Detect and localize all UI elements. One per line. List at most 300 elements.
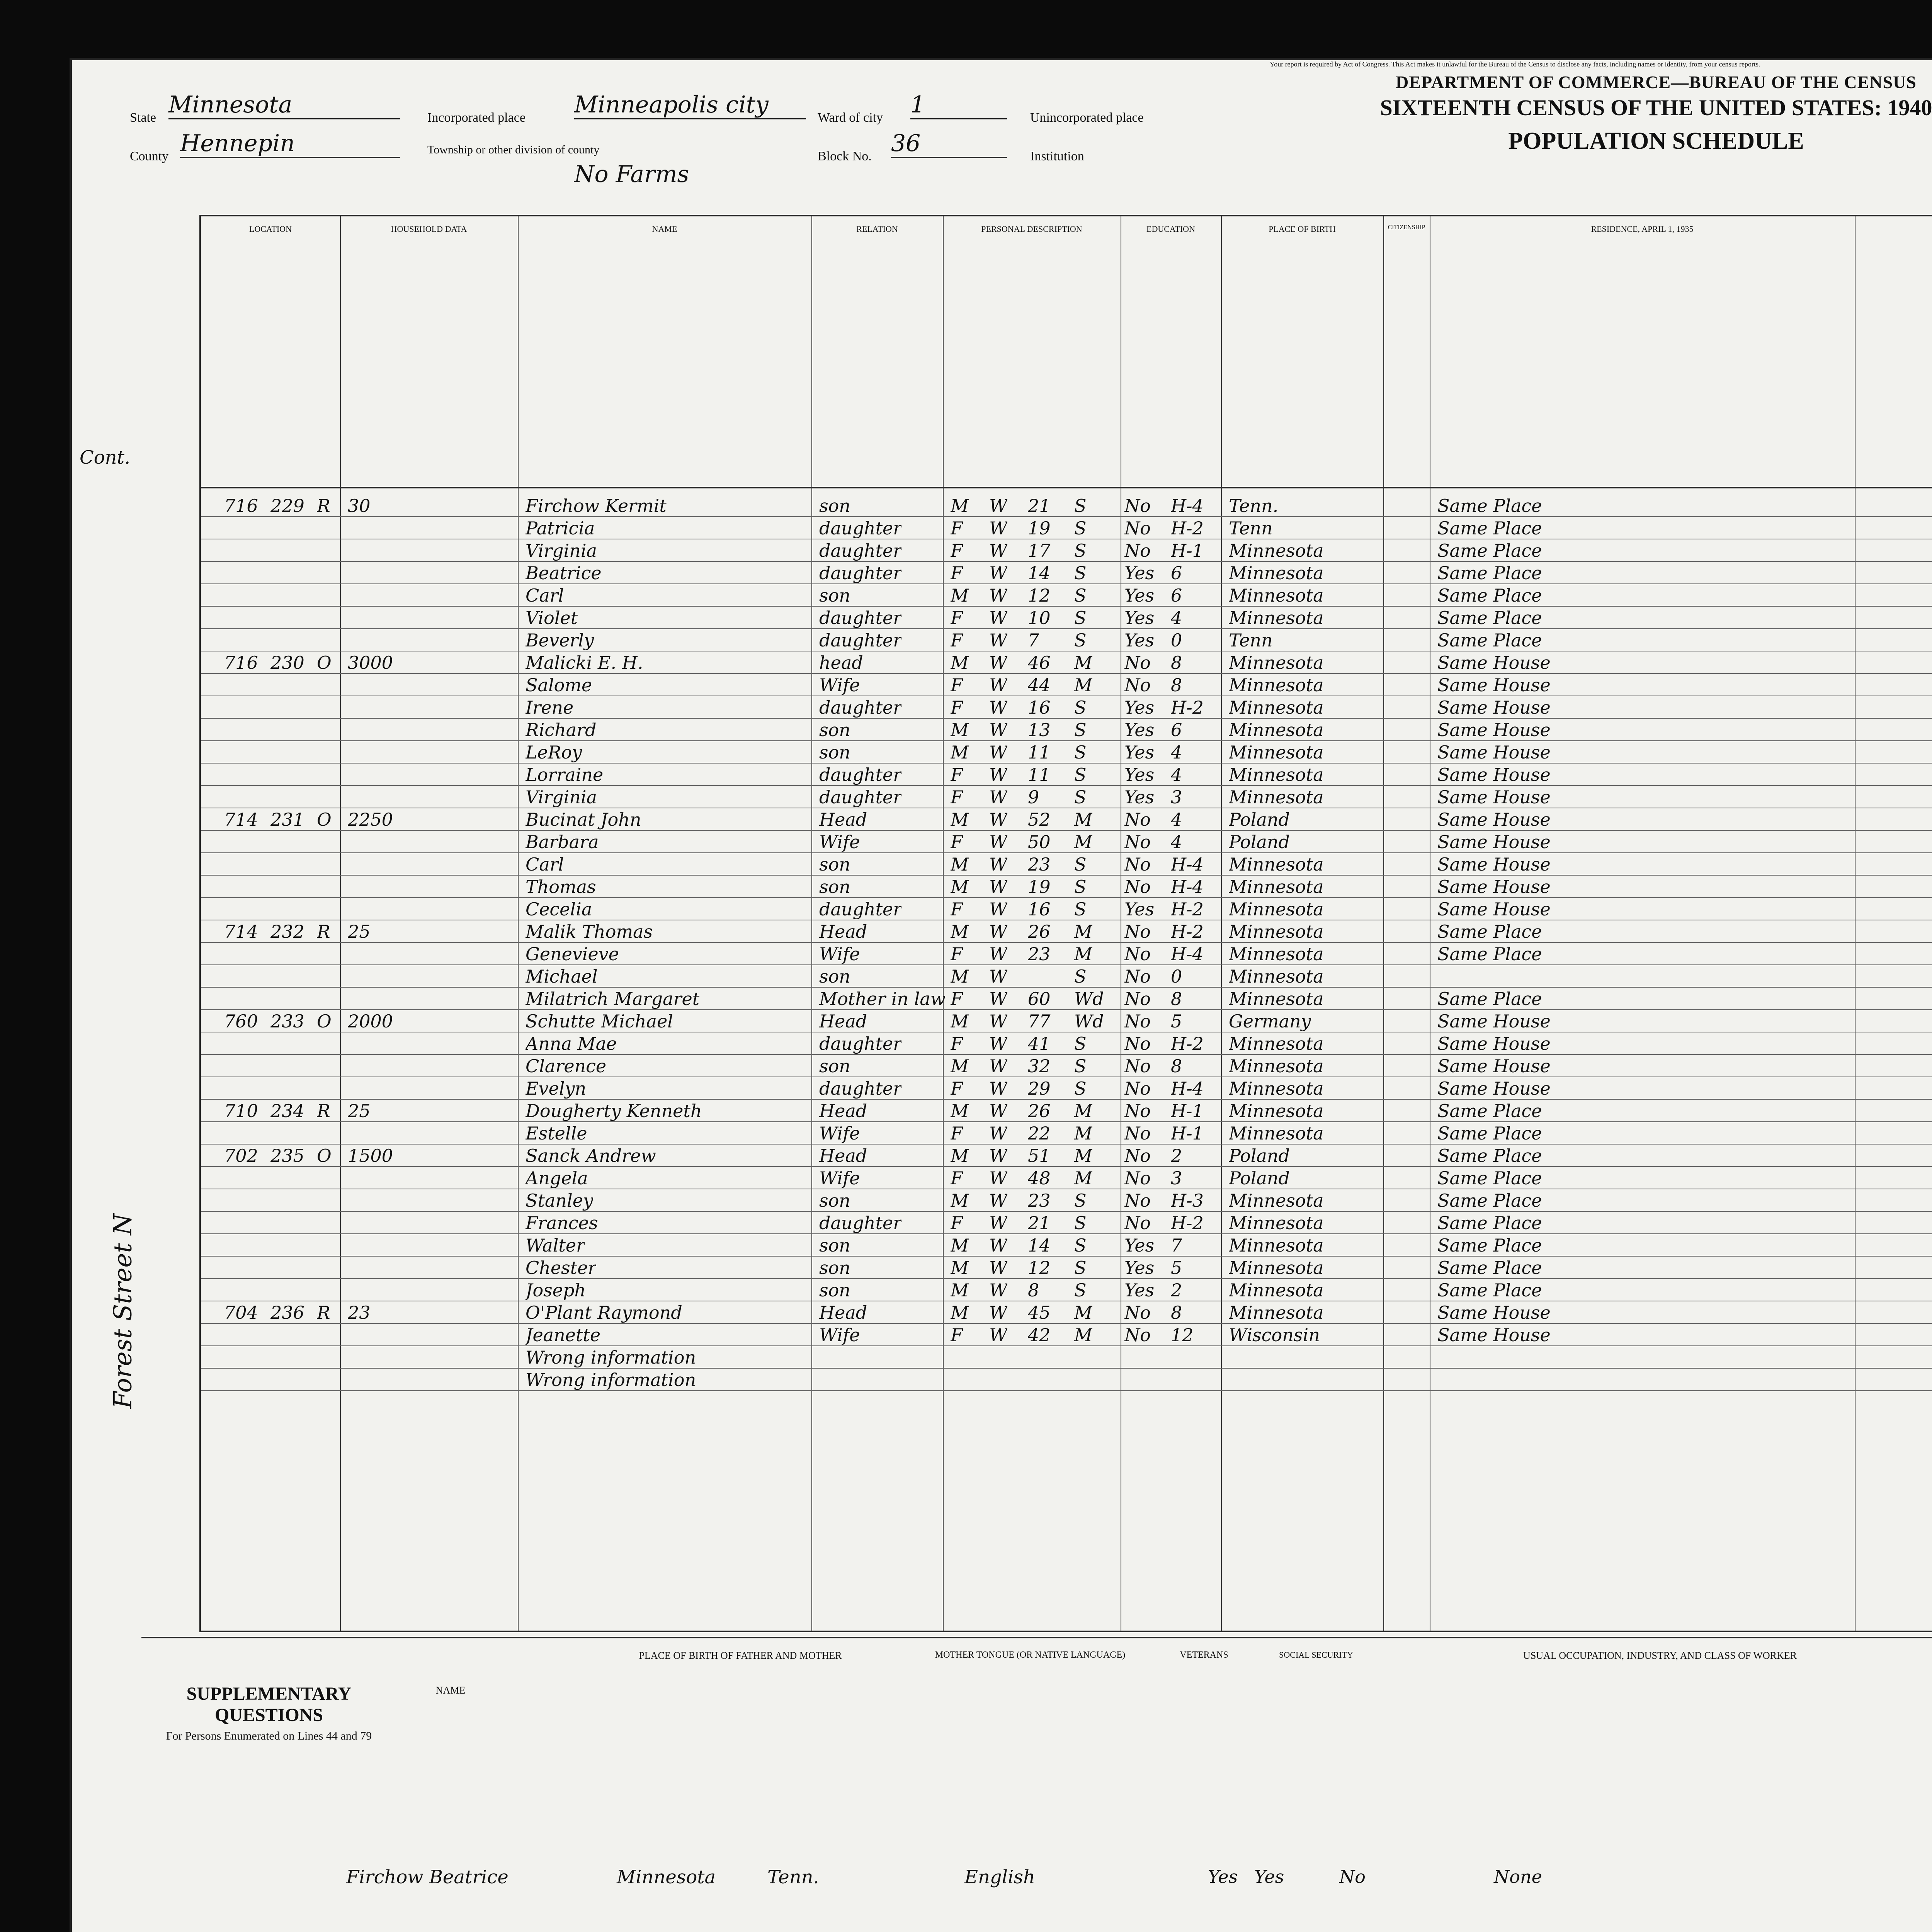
cell-relation: Wife xyxy=(819,675,860,696)
cell-person-name: Jeanette xyxy=(526,1325,601,1345)
cell-marital-status: S xyxy=(1074,1056,1087,1077)
cell-relation: daughter xyxy=(819,899,902,920)
cell-school-attendance: No xyxy=(1124,1100,1151,1121)
cell-race: W xyxy=(989,563,1008,583)
col-citizenship: CITIZENSHIP xyxy=(1388,224,1425,231)
cell-person-name: Richard xyxy=(526,719,597,740)
supp-mother-birthplace: Tenn. xyxy=(767,1866,819,1888)
table-row xyxy=(201,1279,1932,1301)
table-row xyxy=(201,1077,1932,1100)
supp-social-security-2: No xyxy=(1339,1866,1366,1887)
cell-birthplace: Minnesota xyxy=(1229,697,1324,718)
form-title-block xyxy=(1289,72,1932,155)
cell-marital-status: M xyxy=(1074,809,1093,830)
cell-sex: F xyxy=(951,764,963,785)
cell-school-attendance: Yes xyxy=(1124,742,1155,763)
cell-age: 9 xyxy=(1028,787,1039,808)
cell-race: W xyxy=(989,697,1008,718)
cell-residence-1935: Same Place xyxy=(1437,1168,1542,1189)
cell-birthplace: Minnesota xyxy=(1229,563,1324,583)
cell-residence-1935: Same House xyxy=(1437,652,1551,673)
supp-mother-tongue: English xyxy=(964,1866,1035,1888)
cell-house-number: 760 xyxy=(224,1011,258,1032)
cell-house-number: 716 xyxy=(224,495,258,516)
cell-birthplace: Minnesota xyxy=(1229,652,1324,673)
cell-birthplace: Minnesota xyxy=(1229,719,1324,740)
cell-birthplace: Minnesota xyxy=(1229,1056,1324,1077)
supp-head-ss: SOCIAL SECURITY xyxy=(1279,1650,1353,1660)
cell-relation: daughter xyxy=(819,787,902,808)
table-row xyxy=(201,988,1932,1010)
cell-age: 23 xyxy=(1028,1190,1051,1211)
cell-race: W xyxy=(989,1033,1008,1054)
cell-race: W xyxy=(989,988,1008,1009)
table-row xyxy=(201,607,1932,629)
cell-residence-1935: Same House xyxy=(1437,697,1551,718)
cell-school-attendance: Yes xyxy=(1124,585,1155,606)
cell-race: W xyxy=(989,921,1008,942)
cell-household-number: 231 xyxy=(270,809,304,830)
cell-grade-completed: H-4 xyxy=(1171,495,1204,516)
cell-home-value: 23 xyxy=(348,1302,371,1323)
cell-school-attendance: Yes xyxy=(1124,1257,1155,1278)
cell-school-attendance: Yes xyxy=(1124,630,1155,651)
cell-residence-1935: Same Place xyxy=(1437,1257,1542,1278)
cell-grade-completed: 4 xyxy=(1171,764,1182,785)
cell-school-attendance: No xyxy=(1124,966,1151,987)
cell-marital-status: S xyxy=(1074,585,1087,606)
cell-birthplace: Minnesota xyxy=(1229,1213,1324,1233)
cell-age: 11 xyxy=(1028,764,1051,785)
row-divider xyxy=(201,1390,1932,1391)
cell-relation: daughter xyxy=(819,630,902,651)
cell-age: 32 xyxy=(1028,1056,1051,1077)
cell-household-number: 232 xyxy=(270,921,304,942)
cell-age: 14 xyxy=(1028,1235,1051,1256)
cell-age: 52 xyxy=(1028,809,1051,830)
cell-race: W xyxy=(989,1257,1008,1278)
cell-household-number: 230 xyxy=(270,652,304,673)
cell-birthplace: Minnesota xyxy=(1229,876,1324,897)
incorporated-value: Minneapolis city xyxy=(574,91,806,119)
cell-birthplace: Poland xyxy=(1229,1145,1290,1166)
table-row xyxy=(201,1212,1932,1234)
cell-sex: M xyxy=(951,1100,969,1121)
cell-relation: daughter xyxy=(819,697,902,718)
cell-age: 19 xyxy=(1028,876,1051,897)
cell-grade-completed: 3 xyxy=(1171,787,1182,808)
cell-marital-status: S xyxy=(1074,1280,1087,1301)
cell-school-attendance: Yes xyxy=(1124,563,1155,583)
cell-sex: M xyxy=(951,495,969,516)
cell-race: W xyxy=(989,1168,1008,1189)
supp-name: Firchow Beatrice xyxy=(346,1866,509,1888)
cell-age: 13 xyxy=(1028,719,1051,740)
cell-person-name: Thomas xyxy=(526,876,596,897)
cell-school-attendance: No xyxy=(1124,1145,1151,1166)
cell-residence-1935: Same House xyxy=(1437,787,1551,808)
col-location: LOCATION xyxy=(249,224,292,234)
cell-relation: son xyxy=(819,854,850,875)
cell-marital-status: S xyxy=(1074,876,1087,897)
cell-race: W xyxy=(989,1011,1008,1032)
cell-person-name: Angela xyxy=(526,1168,588,1189)
cell-owned-rented: R xyxy=(317,921,330,942)
cell-marital-status: S xyxy=(1074,899,1087,920)
cell-marital-status: S xyxy=(1074,495,1087,516)
cell-person-name: Firchow Kermit xyxy=(526,495,667,516)
cell-marital-status: S xyxy=(1074,719,1087,740)
unincorporated-label: Unincorporated place xyxy=(1030,111,1144,125)
cell-age: 21 xyxy=(1028,495,1051,516)
cell-grade-completed: H-2 xyxy=(1171,518,1204,539)
cell-race: W xyxy=(989,585,1008,606)
cell-race: W xyxy=(989,1235,1008,1256)
cell-birthplace: Poland xyxy=(1229,809,1290,830)
cell-birthplace: Minnesota xyxy=(1229,1123,1324,1144)
cell-school-attendance: Yes xyxy=(1124,607,1155,628)
cell-residence-1935: Same Place xyxy=(1437,585,1542,606)
cell-relation: son xyxy=(819,1056,850,1077)
cell-grade-completed: 4 xyxy=(1171,832,1182,852)
cell-residence-1935: Same Place xyxy=(1437,1280,1542,1301)
cell-relation: son xyxy=(819,966,850,987)
cell-relation: Head xyxy=(819,1011,867,1032)
table-row xyxy=(201,898,1932,920)
cell-age: 45 xyxy=(1028,1302,1051,1323)
county-value: Hennepin xyxy=(180,130,400,158)
table-row xyxy=(201,562,1932,584)
table-row xyxy=(201,1346,1932,1369)
table-row xyxy=(201,584,1932,607)
state-label: State xyxy=(130,111,156,125)
supplementary-subtitle: For Persons Enumerated on Lines 44 and 79 xyxy=(166,1730,372,1742)
cell-birthplace: Minnesota xyxy=(1229,742,1324,763)
cell-household-number: 229 xyxy=(270,495,304,516)
col-household: HOUSEHOLD DATA xyxy=(391,224,467,234)
cell-race: W xyxy=(989,607,1008,628)
cell-grade-completed: H-2 xyxy=(1171,921,1204,942)
cell-grade-completed: 5 xyxy=(1171,1011,1182,1032)
cell-grade-completed: 4 xyxy=(1171,742,1182,763)
cell-age: 26 xyxy=(1028,921,1051,942)
cell-relation: Head xyxy=(819,1145,867,1166)
cell-school-attendance: No xyxy=(1124,1123,1151,1144)
cell-owned-rented: O xyxy=(317,1145,332,1166)
incorporated-label: Incorporated place xyxy=(427,111,526,125)
cell-school-attendance: No xyxy=(1124,1078,1151,1099)
cell-person-name: O'Plant Raymond xyxy=(526,1302,682,1323)
cell-relation: son xyxy=(819,742,850,763)
cell-race: W xyxy=(989,630,1008,651)
cell-person-name: Clarence xyxy=(526,1056,607,1077)
cell-marital-status: S xyxy=(1074,1078,1087,1099)
cell-grade-completed: 12 xyxy=(1171,1325,1194,1345)
cell-birthplace: Minnesota xyxy=(1229,675,1324,696)
cell-sex: F xyxy=(951,675,963,696)
cell-grade-completed: 8 xyxy=(1171,1302,1182,1323)
cell-age: 23 xyxy=(1028,944,1051,964)
cell-birthplace: Minnesota xyxy=(1229,944,1324,964)
cell-residence-1935: Same House xyxy=(1437,742,1551,763)
supplementary-title: SUPPLEMENTARY QUESTIONS xyxy=(186,1684,352,1725)
cell-grade-completed: 5 xyxy=(1171,1257,1182,1278)
table-row xyxy=(201,943,1932,965)
supp-head-tongue: MOTHER TONGUE (OR NATIVE LANGUAGE) xyxy=(935,1650,1126,1660)
cell-sex: F xyxy=(951,1325,963,1345)
cell-residence-1935: Same Place xyxy=(1437,944,1542,964)
cell-age: 11 xyxy=(1028,742,1051,763)
cell-age: 60 xyxy=(1028,988,1051,1009)
cell-relation: Head xyxy=(819,921,867,942)
cell-sex: M xyxy=(951,1257,969,1278)
cell-residence-1935: Same Place xyxy=(1437,518,1542,539)
col-residence: RESIDENCE, APRIL 1, 1935 xyxy=(1591,224,1694,234)
supp-head-veterans: VETERANS xyxy=(1180,1650,1228,1660)
cell-relation: son xyxy=(819,876,850,897)
table-row xyxy=(201,1189,1932,1212)
cell-marital-status: S xyxy=(1074,742,1087,763)
cell-grade-completed: H-1 xyxy=(1171,1123,1204,1144)
cell-residence-1935: Same House xyxy=(1437,876,1551,897)
col-employment xyxy=(1855,224,1932,234)
cell-marital-status: M xyxy=(1074,1100,1093,1121)
cell-sex: F xyxy=(951,1213,963,1233)
col-birthplace: PLACE OF BIRTH xyxy=(1269,224,1336,234)
cell-person-name: Cecelia xyxy=(526,899,592,920)
cell-age: 22 xyxy=(1028,1123,1051,1144)
cell-race: W xyxy=(989,495,1008,516)
cell-grade-completed: 3 xyxy=(1171,1168,1182,1189)
cell-race: W xyxy=(989,1100,1008,1121)
cell-sex: M xyxy=(951,854,969,875)
cell-relation: daughter xyxy=(819,607,902,628)
cell-person-name: Evelyn xyxy=(526,1078,587,1099)
table-row xyxy=(201,965,1932,988)
cell-grade-completed: 4 xyxy=(1171,809,1182,830)
cell-relation: daughter xyxy=(819,1033,902,1054)
cell-marital-status: M xyxy=(1074,832,1093,852)
cell-marital-status: S xyxy=(1074,540,1087,561)
supp-social-security: Yes xyxy=(1254,1866,1284,1887)
cell-race: W xyxy=(989,764,1008,785)
cell-person-name: Bucinat John xyxy=(526,809,641,830)
cell-birthplace: Minnesota xyxy=(1229,607,1324,628)
cell-marital-status: S xyxy=(1074,518,1087,539)
cell-race: W xyxy=(989,854,1008,875)
ward-value: 1 xyxy=(910,91,1007,119)
table-row xyxy=(201,808,1932,831)
cell-person-name: Malicki E. H. xyxy=(526,652,643,673)
cell-school-attendance: No xyxy=(1124,518,1151,539)
cell-grade-completed: 0 xyxy=(1171,966,1182,987)
cell-birthplace: Minnesota xyxy=(1229,899,1324,920)
cell-grade-completed: 8 xyxy=(1171,652,1182,673)
cell-household-number: 233 xyxy=(270,1011,304,1032)
cell-marital-status: M xyxy=(1074,921,1093,942)
cell-person-name: Virginia xyxy=(526,540,597,561)
cell-age: 77 xyxy=(1028,1011,1051,1032)
cell-school-attendance: Yes xyxy=(1124,697,1155,718)
cell-person-name: Violet xyxy=(526,607,578,628)
cell-birthplace: Minnesota xyxy=(1229,787,1324,808)
cell-race: W xyxy=(989,1123,1008,1144)
cell-sex: F xyxy=(951,607,963,628)
cell-school-attendance: No xyxy=(1124,1011,1151,1032)
cell-relation: son xyxy=(819,1235,850,1256)
cell-sex: F xyxy=(951,988,963,1009)
col-relation: RELATION xyxy=(856,224,898,234)
cell-marital-status: M xyxy=(1074,1123,1093,1144)
cell-age: 48 xyxy=(1028,1168,1051,1189)
cell-race: W xyxy=(989,809,1008,830)
cell-relation: Wife xyxy=(819,944,860,964)
cell-person-name: Dougherty Kenneth xyxy=(526,1100,702,1121)
table-row xyxy=(201,876,1932,898)
cell-age: 29 xyxy=(1028,1078,1051,1099)
cell-age: 23 xyxy=(1028,854,1051,875)
table-row xyxy=(201,1145,1932,1167)
cell-marital-status: S xyxy=(1074,1190,1087,1211)
cell-relation: Wife xyxy=(819,832,860,852)
cell-age: 51 xyxy=(1028,1145,1051,1166)
cell-owned-rented: O xyxy=(317,809,332,830)
cell-school-attendance: Yes xyxy=(1124,1235,1155,1256)
cell-school-attendance: No xyxy=(1124,876,1151,897)
table-row xyxy=(201,629,1932,651)
cell-race: W xyxy=(989,966,1008,987)
township-value: No Farms xyxy=(574,161,689,188)
cell-home-value: 25 xyxy=(348,1100,371,1121)
table-row xyxy=(201,696,1932,719)
table-row xyxy=(201,741,1932,764)
cell-sex: M xyxy=(951,921,969,942)
cell-person-name: Joseph xyxy=(526,1280,586,1301)
cell-residence-1935: Same House xyxy=(1437,1033,1551,1054)
cell-marital-status: S xyxy=(1074,563,1087,583)
cell-residence-1935: Same Place xyxy=(1437,1190,1542,1211)
township-label: Township or other division of county xyxy=(427,143,600,156)
supp-veteran: Yes xyxy=(1208,1866,1238,1887)
cell-residence-1935: Same House xyxy=(1437,854,1551,875)
cell-age: 7 xyxy=(1028,630,1039,651)
cell-relation: son xyxy=(819,719,850,740)
cell-race: W xyxy=(989,832,1008,852)
supp-head-parents: PLACE OF BIRTH OF FATHER AND MOTHER xyxy=(639,1650,842,1661)
cell-school-attendance: Yes xyxy=(1124,1280,1155,1301)
cell-sex: M xyxy=(951,1302,969,1323)
cell-marital-status: S xyxy=(1074,1235,1087,1256)
cell-sex: M xyxy=(951,1235,969,1256)
cell-residence-1935: Same Place xyxy=(1437,1235,1542,1256)
cell-age: 12 xyxy=(1028,1257,1051,1278)
cell-grade-completed: H-4 xyxy=(1171,944,1204,964)
cell-school-attendance: No xyxy=(1124,921,1151,942)
cell-person-name: Carl xyxy=(526,585,564,606)
cell-grade-completed: H-2 xyxy=(1171,1033,1204,1054)
cell-sex: F xyxy=(951,1033,963,1054)
table-row xyxy=(201,539,1932,562)
cell-school-attendance: No xyxy=(1124,832,1151,852)
cell-age: 21 xyxy=(1028,1213,1051,1233)
cell-residence-1935: Same House xyxy=(1437,899,1551,920)
cell-birthplace: Minnesota xyxy=(1229,1100,1324,1121)
cell-school-attendance: Yes xyxy=(1124,764,1155,785)
cell-sex: M xyxy=(951,652,969,673)
table-row xyxy=(201,786,1932,808)
cell-sex: F xyxy=(951,630,963,651)
cell-person-name: Lorraine xyxy=(526,764,604,785)
cell-age: 16 xyxy=(1028,899,1051,920)
cell-person-name: Genevieve xyxy=(526,944,619,964)
cell-residence-1935: Same House xyxy=(1437,764,1551,785)
cell-residence-1935: Same Place xyxy=(1437,1100,1542,1121)
table-row xyxy=(201,764,1932,786)
cell-sex: M xyxy=(951,966,969,987)
table-row xyxy=(201,517,1932,539)
cell-race: W xyxy=(989,876,1008,897)
cell-school-attendance: No xyxy=(1124,1190,1151,1211)
cell-home-value: 2000 xyxy=(348,1011,393,1032)
cell-birthplace: Minnesota xyxy=(1229,764,1324,785)
cell-birthplace: Minnesota xyxy=(1229,966,1324,987)
cell-sex: F xyxy=(951,563,963,583)
table-row xyxy=(201,1100,1932,1122)
cell-race: W xyxy=(989,719,1008,740)
cell-race: W xyxy=(989,1145,1008,1166)
cell-person-name: Estelle xyxy=(526,1123,587,1144)
cell-race: W xyxy=(989,787,1008,808)
cell-marital-status: S xyxy=(1074,854,1087,875)
cell-marital-status: S xyxy=(1074,630,1087,651)
cell-birthplace: Tenn xyxy=(1229,630,1273,651)
table-row xyxy=(201,1055,1932,1077)
cell-relation: Wife xyxy=(819,1168,860,1189)
supp-head-occupation: USUAL OCCUPATION, INDUSTRY, AND CLASS OF WORKER xyxy=(1523,1650,1797,1661)
cell-school-attendance: No xyxy=(1124,1325,1151,1345)
cell-birthplace: Tenn. xyxy=(1229,495,1279,516)
cell-person-name: Stanley xyxy=(526,1190,593,1211)
cell-marital-status: M xyxy=(1074,675,1093,696)
table-row xyxy=(201,1324,1932,1346)
cell-birthplace: Minnesota xyxy=(1229,854,1324,875)
cell-race: W xyxy=(989,1280,1008,1301)
cell-school-attendance: No xyxy=(1124,1056,1151,1077)
cell-school-attendance: No xyxy=(1124,495,1151,516)
cell-marital-status: S xyxy=(1074,1257,1087,1278)
cell-relation: son xyxy=(819,495,850,516)
cell-grade-completed: 0 xyxy=(1171,630,1182,651)
cell-marital-status: S xyxy=(1074,1213,1087,1233)
table-row xyxy=(201,674,1932,696)
cell-person-name: Walter xyxy=(526,1235,585,1256)
cell-relation: daughter xyxy=(819,563,902,583)
table-row xyxy=(201,920,1932,943)
table-row xyxy=(201,853,1932,876)
cell-relation: Wife xyxy=(819,1123,860,1144)
cell-residence-1935: Same Place xyxy=(1437,988,1542,1009)
cell-birthplace: Minnesota xyxy=(1229,540,1324,561)
cell-race: W xyxy=(989,1325,1008,1345)
cell-residence-1935: Same Place xyxy=(1437,607,1542,628)
cell-sex: F xyxy=(951,832,963,852)
state-value: Minnesota xyxy=(168,91,400,119)
cell-race: W xyxy=(989,1190,1008,1211)
cell-grade-completed: 8 xyxy=(1171,675,1182,696)
cell-race: W xyxy=(989,899,1008,920)
cell-school-attendance: No xyxy=(1124,675,1151,696)
cell-race: W xyxy=(989,1078,1008,1099)
